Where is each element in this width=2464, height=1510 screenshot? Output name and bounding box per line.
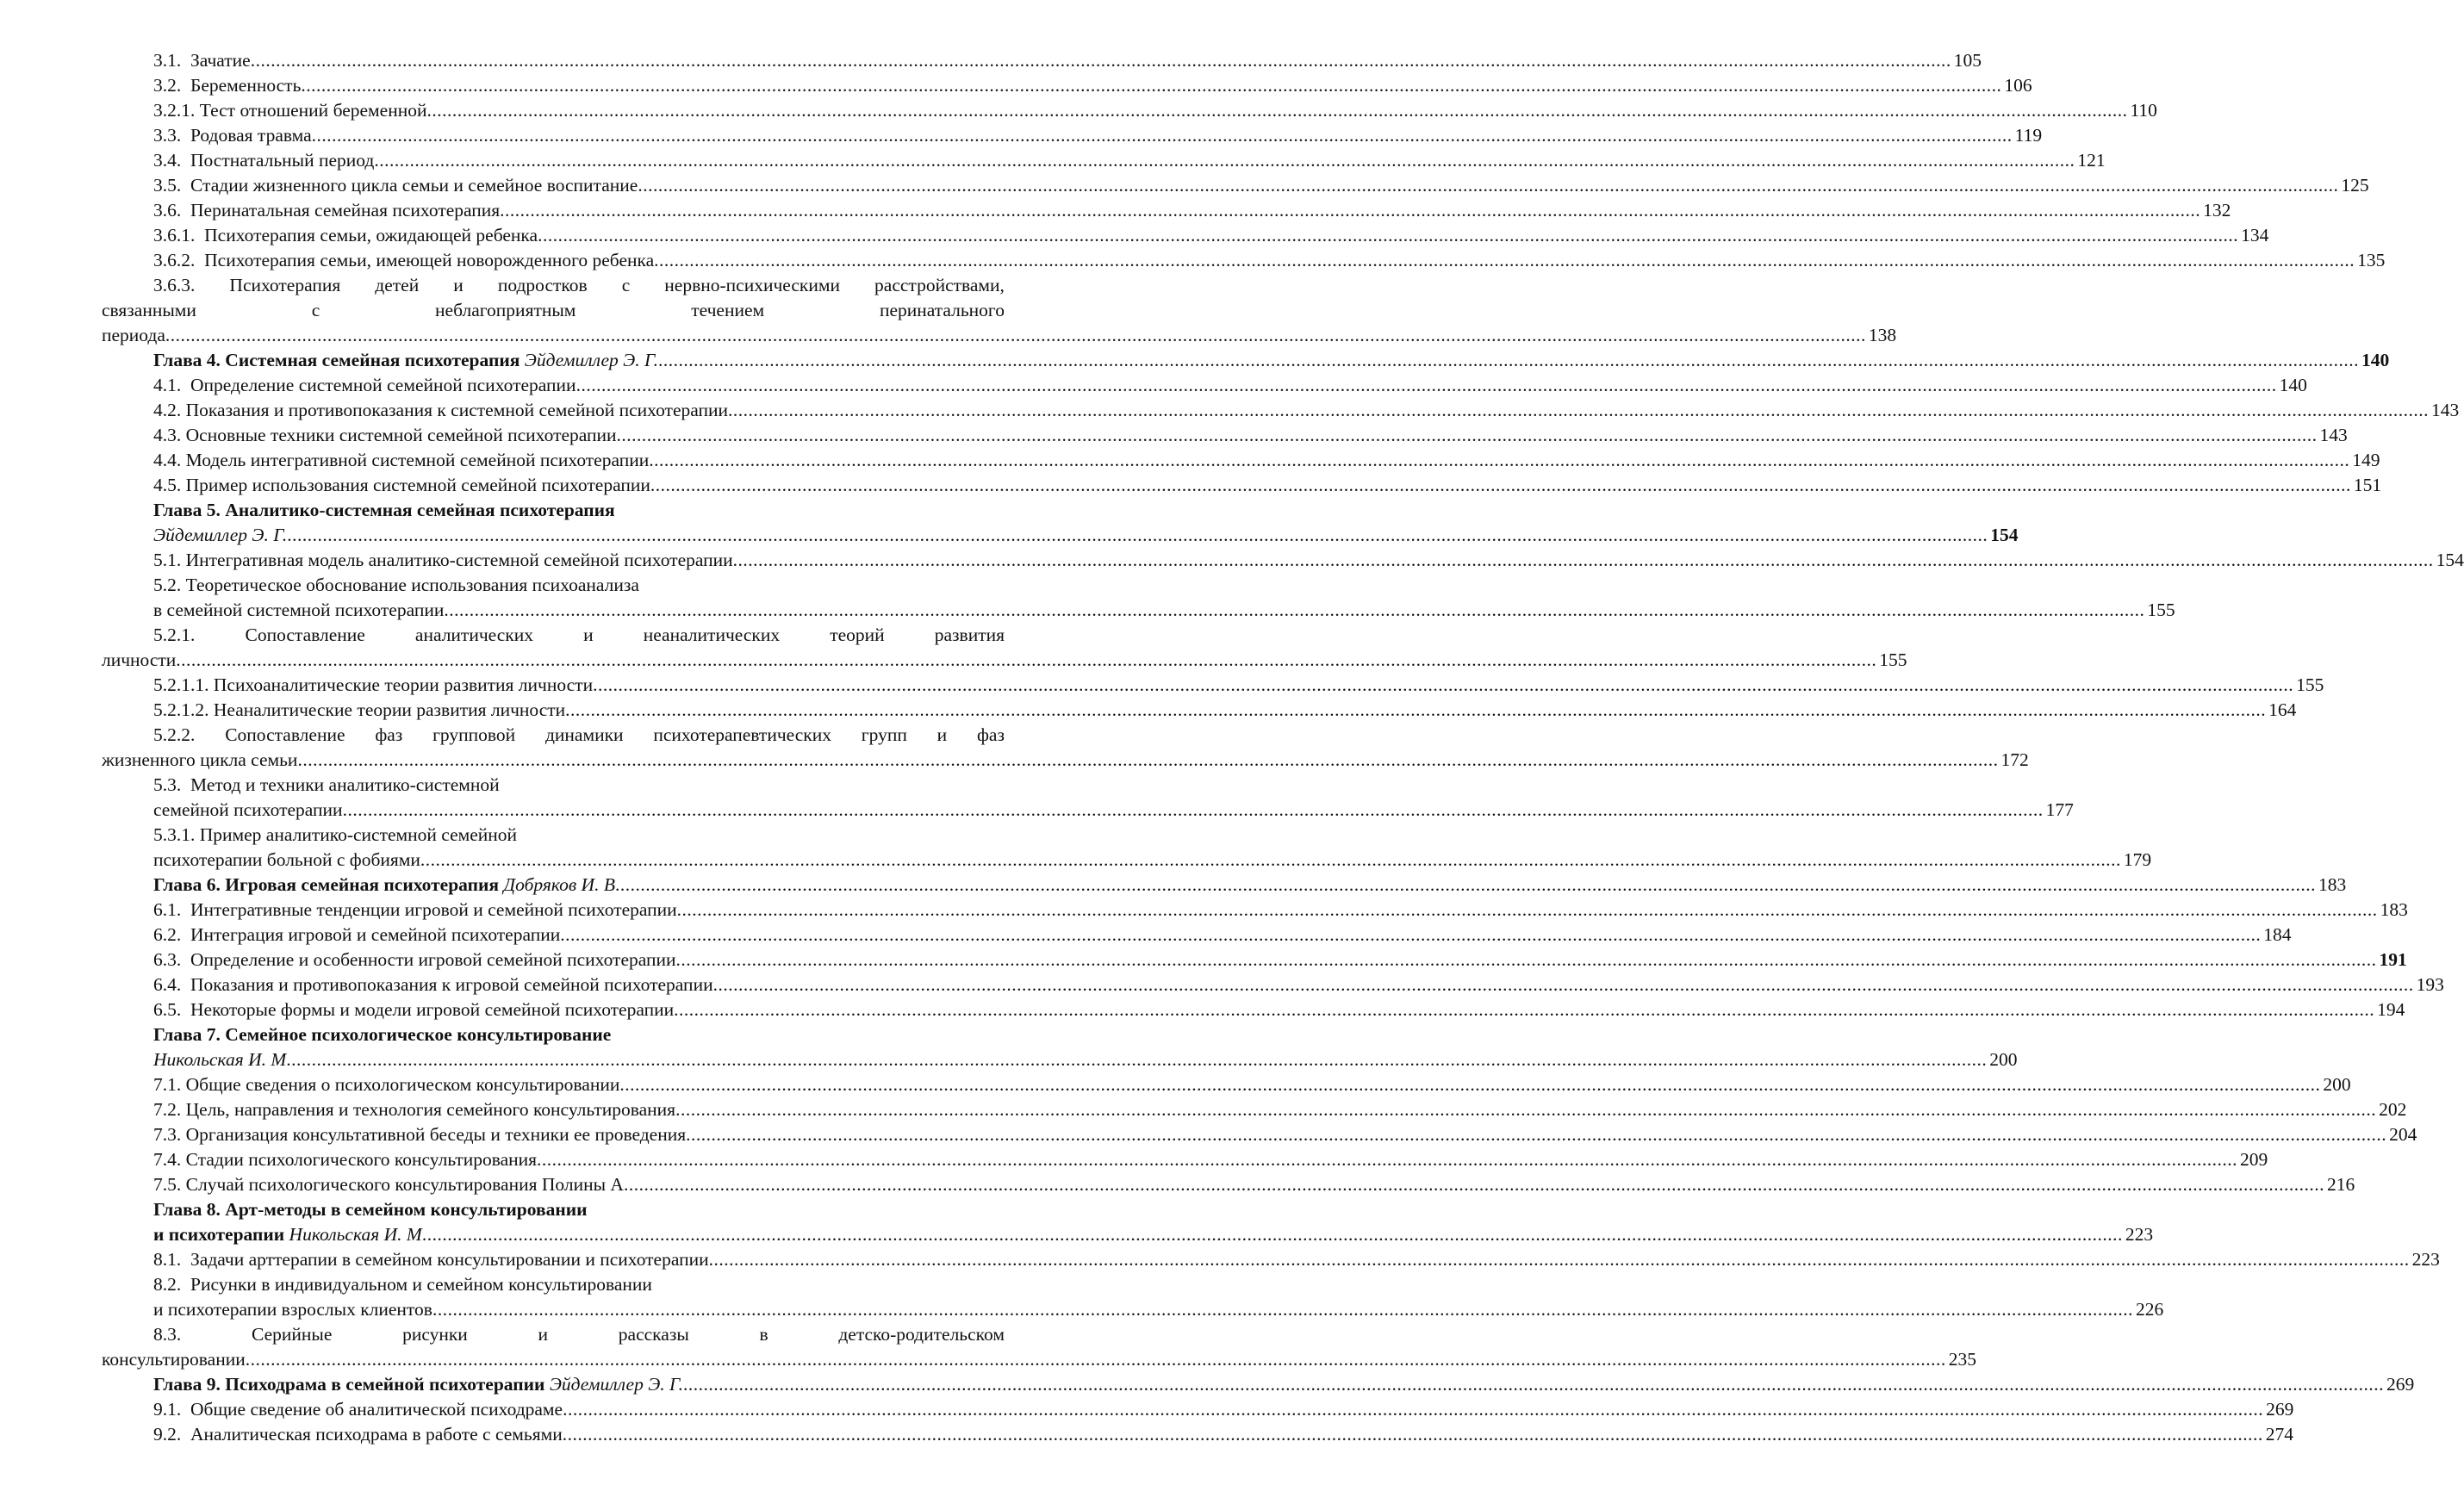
toc-entry[interactable]: 3.6.1. Психотерапия семьи, ожидающей ребенка ..... 134 [153, 223, 924, 248]
toc-entry[interactable]: 7.3. Организация консультативной беседы и техники ее проведения ..... 204 [153, 1122, 903, 1147]
chapter-heading[interactable]: Глава 8. Арт-методы в семейном консультировании [153, 1199, 588, 1220]
toc-entry[interactable]: 7.1. Общие сведения о психологическом консультировании ..... 200 [153, 1072, 912, 1097]
page-number: 184 [2263, 924, 2292, 945]
page-number: 202 [2379, 1099, 2407, 1120]
toc-entry[interactable]: 5.3. Метод и техники аналитико-системной [153, 774, 500, 795]
page-number: 154 [2436, 550, 2464, 570]
toc-entry[interactable]: 8.2. Рисунки в индивидуальном и семейном консультировании [153, 1274, 652, 1295]
chapter-heading-continuation[interactable]: Эйдемиллер Э. Г. ..... 154 [153, 523, 917, 548]
page-number: 132 [2203, 200, 2231, 221]
toc-entry[interactable]: 5.2.1.1. Психоаналитические теории развития личности ..... 155 [153, 673, 837, 698]
page-number: 269 [2386, 1374, 2415, 1395]
page-number: 223 [2125, 1224, 2154, 1245]
page-number: 135 [2357, 250, 2386, 270]
page-number: 149 [2352, 450, 2380, 470]
toc-entry[interactable]: 4.4. Модель интегративной системной семейной психотерапии ..... 149 [153, 448, 920, 473]
toc-entry-continuation[interactable]: психотерапии больной с фобиями ..... 179 [153, 848, 849, 873]
page-number: 143 [2319, 425, 2348, 445]
toc-entry[interactable]: 4.5. Пример использования системной семейной психотерапии ..... 151 [153, 473, 908, 498]
toc-entry[interactable]: 4.1. Определение системной семейной психотерапии ..... 140 [153, 373, 929, 398]
toc-entry[interactable]: 5.2.1. Сопоставление аналитических и неаналитических теорий развития [153, 625, 1005, 645]
toc-entry[interactable]: 3.4. Постнатальный период ..... 121 [153, 148, 975, 173]
toc-entry[interactable]: 8.1. Задачи арттерапии в семейном консультировании и психотерапии ..... 223 [153, 1247, 905, 1272]
toc-entry[interactable]: 3.1. Зачатие ..... 105 [153, 48, 998, 73]
chapter-heading[interactable]: Глава 6. Игровая семейная психотерапия Добряков И. В ..... 183 [153, 873, 872, 898]
toc-entry[interactable]: 6.3. Определение и особенности игровой семейной психотерапии ..... 191 [153, 948, 912, 972]
page-number: 235 [1948, 1349, 1976, 1370]
page-number: 164 [2268, 699, 2297, 720]
toc-entry[interactable]: 3.2.1. Тест отношений беременной ..... 110 [153, 98, 924, 123]
page-number: 140 [2361, 350, 2390, 370]
page-number: 134 [2241, 225, 2269, 245]
toc-entry[interactable]: 5.2. Теоретическое обоснование использования психоанализа [153, 575, 639, 595]
page-number: 183 [2318, 874, 2347, 895]
toc-entry[interactable]: 5.1. Интегративная модель аналитико-системной семейной психотерапии ..... 154 [153, 548, 898, 573]
toc-entry[interactable]: 3.5. Стадии жизненного цикла семьи и семейное воспитание ..... 125 [153, 173, 924, 198]
page-number: 177 [2045, 799, 2074, 820]
toc-entry[interactable]: 4.2. Показания и противопоказания к системной семейной психотерапии ..... 143 [153, 398, 896, 423]
chapter-heading[interactable]: Глава 4. Системная семейная психотерапия Эйдемиллер Э. Г. ..... 140 [153, 348, 898, 373]
toc-entry[interactable]: 4.3. Основные техники системной семейной психотерапии ..... 143 [153, 423, 920, 448]
page-number: 138 [1868, 325, 1897, 345]
toc-entry[interactable]: 6.2. Интеграция игровой и семейной психотерапии ..... 184 [153, 923, 927, 948]
page-number: 151 [2353, 475, 2382, 495]
page-number: 209 [2240, 1149, 2268, 1170]
page-number: 172 [2000, 749, 2029, 770]
page-number: 154 [1990, 525, 2019, 545]
page-number: 216 [2326, 1174, 2355, 1195]
page-number: 193 [2416, 974, 2444, 995]
page-number: 269 [2266, 1399, 2294, 1420]
toc-entry-continuation: связанными с неблагоприятным течением перинатального [102, 300, 1005, 320]
page-number: 200 [1989, 1049, 2018, 1070]
toc-entry-continuation[interactable]: консультировании ..... 235 [102, 1347, 884, 1372]
toc-entry[interactable]: 9.1. Общие сведение об аналитической психодраме ..... 269 [153, 1397, 929, 1422]
page-number: 110 [2130, 100, 2157, 121]
page-number: 155 [2147, 600, 2175, 620]
toc-entry[interactable]: 6.4. Показания и противопоказания к игровой семейной психотерапии ..... 193 [153, 972, 899, 997]
toc-entry[interactable]: 7.5. Случай психологического консультирования Полины А ..... 216 [153, 1172, 917, 1197]
page-number: 179 [2123, 849, 2152, 870]
toc-entry[interactable]: 3.3. Родовая травма ..... 119 [153, 123, 982, 148]
toc-entry[interactable]: 7.2. Цель, направления и технология семейного консультирования ..... 202 [153, 1097, 903, 1122]
toc-entry-continuation[interactable]: личности ..... 155 [102, 648, 731, 673]
chapter-heading-continuation[interactable]: Никольская И. М ..... 200 [153, 1047, 912, 1072]
chapter-heading[interactable]: Глава 9. Психодрама в семейной психотерапии Эйдемиллер Э. Г. ..... 269 [153, 1372, 887, 1397]
page-number: 183 [2380, 899, 2408, 920]
chapter-heading[interactable]: Глава 5. Аналитико-системная семейная психотерапия [153, 500, 615, 520]
page-number: 223 [2411, 1249, 2440, 1270]
page-number: 155 [2296, 674, 2324, 695]
chapter-heading-continuation[interactable]: и психотерапии Никольская И. М ..... 223 [153, 1222, 862, 1247]
page-number: 119 [2014, 125, 2043, 146]
page-number: 194 [2377, 999, 2405, 1020]
toc-entry-continuation[interactable]: периода ..... 138 [102, 323, 665, 348]
page-number: 140 [2279, 375, 2307, 395]
toc-entry-continuation[interactable]: и психотерапии взрослых клиентов ..... 226 [153, 1297, 905, 1322]
toc-entry[interactable]: 5.2.2. Сопоставление фаз групповой динамики психотерапевтических групп и фаз [153, 724, 1005, 745]
toc-entry[interactable]: 3.6.3. Психотерапия детей и подростков с нервно-психическими расстройствами, [153, 275, 1005, 295]
page-number: 125 [2341, 175, 2369, 196]
toc-entry[interactable]: 5.2.1.2. Неаналитические теории развития личности ..... 164 [153, 698, 839, 723]
page-number: 143 [2431, 400, 2460, 420]
toc-entry[interactable]: 7.4. Стадии психологического консультирования ..... 209 [153, 1147, 932, 1172]
chapter-heading[interactable]: Глава 7. Семейное психологическое консультирование [153, 1024, 612, 1045]
page-number: 155 [1879, 649, 1907, 670]
toc-entry-continuation[interactable]: семейной психотерапии ..... 177 [153, 798, 930, 823]
toc-entry[interactable]: 3.2. Беременность ..... 106 [153, 73, 991, 98]
page-number: 226 [2135, 1299, 2164, 1320]
toc-entry[interactable]: 6.1. Интегративные тенденции игровой и семейной психотерапии ..... 183 [153, 898, 912, 923]
toc-entry[interactable]: 3.6.2. Психотерапия семьи, имеющей новорожденного ребенка ..... 135 [153, 248, 880, 273]
toc-entry[interactable]: 8.3. Серийные рисунки и рассказы в детско-родительском [153, 1324, 1005, 1345]
page-number: 105 [1953, 50, 1982, 71]
page-number: 106 [2004, 75, 2032, 96]
toc-entry-continuation[interactable]: в семейной системной психотерапии ..... 155 [153, 598, 910, 623]
page-number: 200 [2323, 1074, 2351, 1095]
page-number: 274 [2265, 1424, 2293, 1445]
page-number: 121 [2077, 150, 2106, 171]
toc-entry[interactable]: 9.2. Аналитическая психодрама в работе с семьями ..... 274 [153, 1422, 929, 1447]
toc-entry[interactable]: 5.3.1. Пример аналитико-системной семейной [153, 824, 518, 845]
page-number: 191 [2379, 949, 2407, 970]
page-number: 204 [2389, 1124, 2417, 1145]
toc-entry-continuation[interactable]: жизненного цикла семьи ..... 172 [102, 748, 677, 773]
toc-entry[interactable]: 6.5. Некоторые формы и модели игровой семейной психотерапии ..... 194 [153, 997, 912, 1022]
toc-entry[interactable]: 3.6. Перинатальная семейная психотерапия ..... 132 [153, 198, 941, 223]
